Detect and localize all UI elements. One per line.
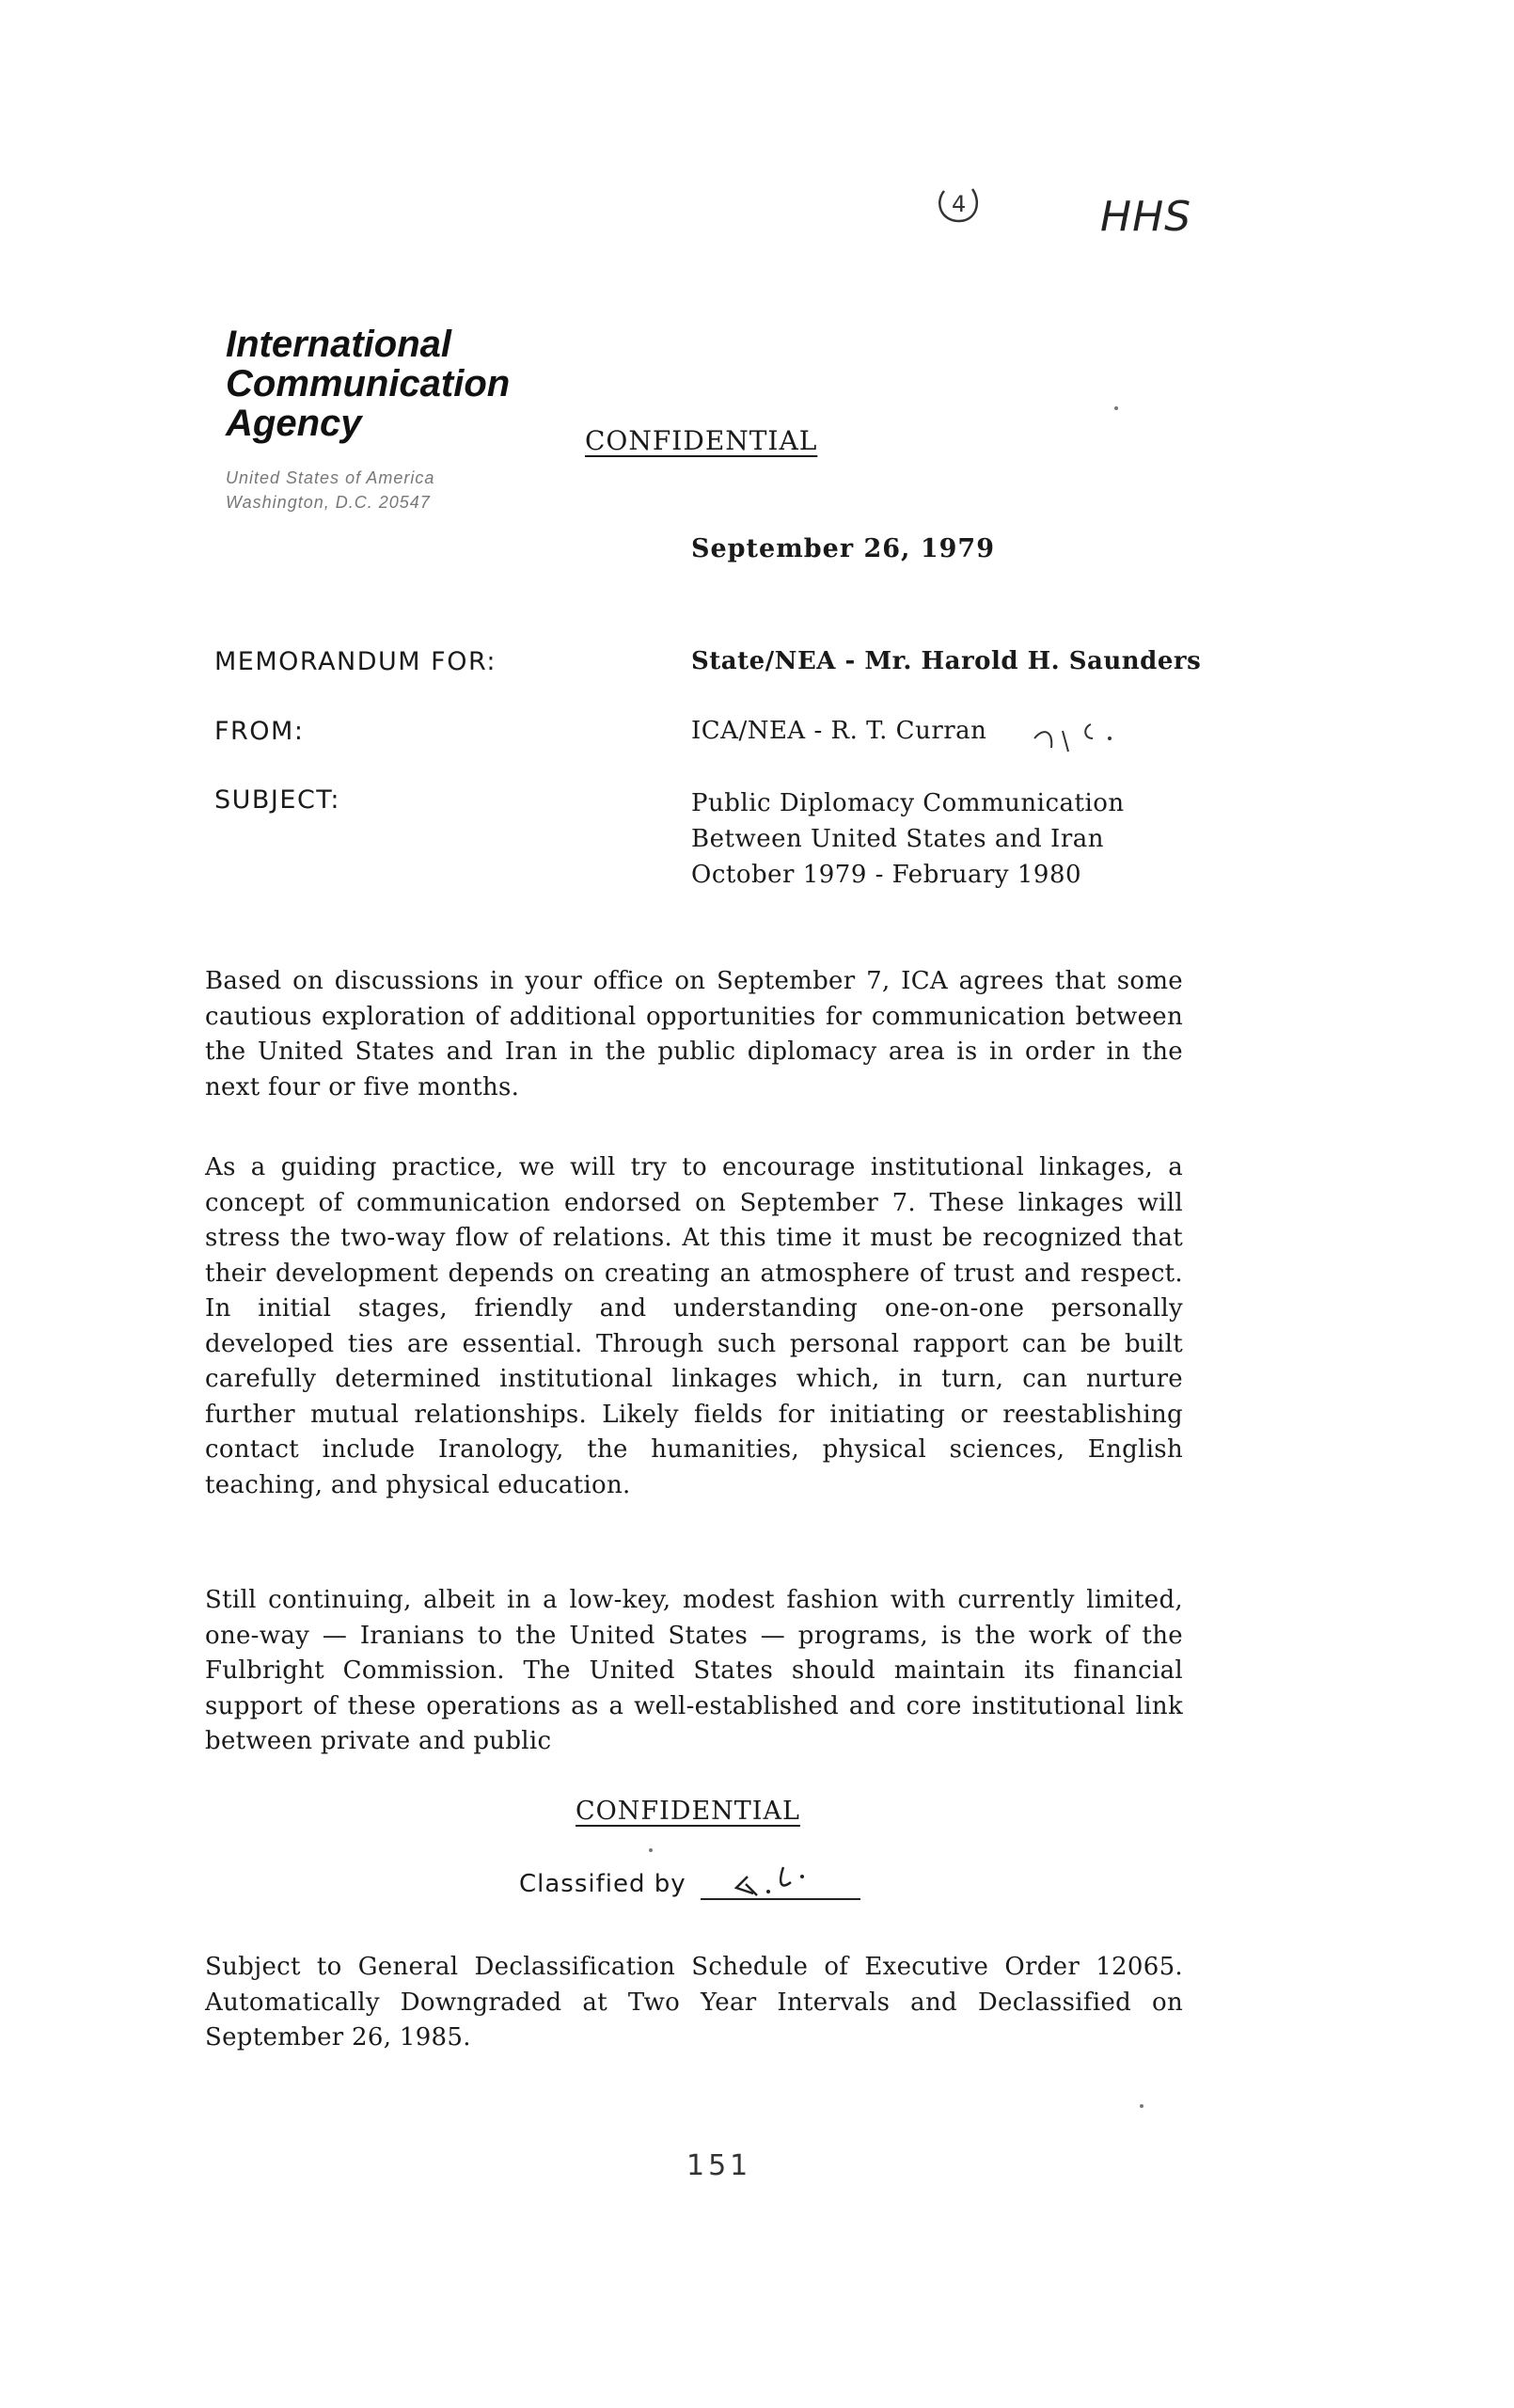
agency-address-line2: Washington, D.C. 20547: [226, 493, 431, 512]
agency-logo: [226, 325, 510, 443]
classification-bottom: CONFIDENTIAL: [576, 1797, 800, 1826]
agency-name-line1: International: [226, 324, 452, 365]
memorandum-value: State/NEA - Mr. Harold H. Saunders: [691, 647, 1202, 675]
subject-label: SUBJECT:: [214, 785, 340, 815]
handwritten-initials: [1025, 710, 1128, 762]
memo-date: September 26, 1979: [691, 534, 995, 563]
handwritten-code-text: HHS: [1100, 193, 1192, 241]
handwritten-code: [1100, 193, 1232, 259]
classification-top: CONFIDENTIAL: [585, 425, 818, 456]
classified-by-label: Classified by: [519, 1870, 686, 1898]
agency-address-line1: United States of America: [226, 468, 435, 487]
declassification-note: Subject to General Declassification Schedule of Executive Order 12065. Automatically Downgraded at Two Year Intervals and Declassified on September 26, 1985.: [205, 1953, 1183, 2052]
from-label: FROM:: [214, 717, 305, 746]
agency-address: [226, 466, 434, 515]
subject-line2: Between United States and Iran: [691, 825, 1104, 853]
circled-number-text: 4: [952, 191, 967, 217]
handwritten-circled-number: [931, 174, 987, 230]
scan-speck: [649, 1848, 653, 1852]
scan-speck: [1140, 2104, 1143, 2108]
subject-line3: October 1979 - February 1980: [691, 861, 1082, 889]
agency-name-line3: Agency: [226, 403, 362, 444]
from-value: ICA/NEA - R. T. Curran: [691, 717, 987, 745]
page-number: 151: [686, 2149, 752, 2182]
subject-line1: Public Diplomacy Communication: [691, 789, 1125, 817]
classified-by-initials: [729, 1858, 823, 1900]
subject-value: [691, 785, 1125, 893]
body-paragraph-2: As a guiding practice, we will try to encourage institutional linkages, a concept of communication endorsed on September 7. These linkages will stress the two-way flow of relations. At this time it must be recognized that their development depends on creating an atmosphere of trust and respect. In initial stages, friendly and understanding one-on-one personally developed ties are essential. Through such personal rapport can be built carefully determined institutional linkages which, in turn, can nurture further mutual relationships. Likely fields for initiating or reestablishing contact include Iranology, the humanities, physical sciences, English teaching, and physical education.: [205, 1153, 1183, 1499]
body-paragraph-3: Still continuing, albeit in a low-key, modest fashion with currently limited, one-way — Iranians to the United States — programs, is the work of the Fulbright Commission. The United States should maintain its financial support of these operations as a well-established and core institutional link between private and public: [205, 1586, 1183, 1755]
memorandum-label: MEMORANDUM FOR:: [214, 647, 497, 676]
scan-speck: [1114, 406, 1118, 410]
agency-name-line2: Communication: [226, 363, 511, 404]
body-paragraph-1: Based on discussions in your office on September 7, ICA agrees that some cautious exploration of additional opportunities for communication between the United States and Iran in the public diplomacy area is in order in the next four or five months.: [205, 967, 1183, 1101]
